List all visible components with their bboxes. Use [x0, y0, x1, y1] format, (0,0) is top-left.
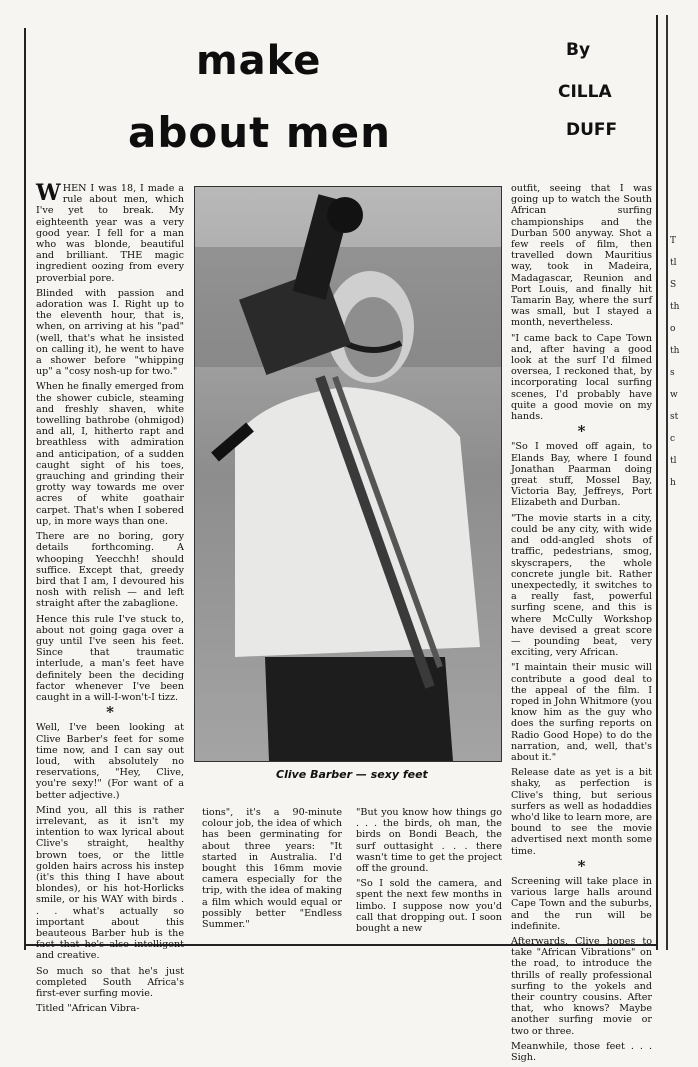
paragraph-text: Mind you, all this is rather irrelevant, as it isn't my intention to wax lyrical about Clive's straight, healthy brown toes, or the little golden hairs across his instep (it's this thing I have about blondes), or his hot-Horlicks smile, or his WAY with birds . . . what's actually so important about this beauteous Barber hub is the fact that he's also intelligent and creative. [36, 804, 184, 962]
column-rule-right-outer [666, 15, 668, 950]
paragraph [511, 333, 652, 423]
paragraph-text: "So I sold the camera, and spent the next few months in limbo. I suppose now you'd call that dropping out. I soon bought a new [356, 878, 502, 935]
headline-line-2: about men [128, 108, 392, 157]
paragraph-text: Blinded with passion and adoration was I. Right up to the eleventh hour, that is, when, on arriving at his "pad" (well, that's what he insisted on calling it), he went to have a shower before "whipping up" a "cosy nosh-up for two." [36, 287, 184, 378]
byline-first-name: CILLA [558, 82, 612, 102]
paragraph-text: outfit, seeing that I was going up to watch the South African surfing championships and the Durban 500 anyway. Shot a few reels of film, then travelled down Mauritius way, took in Madeira, Madagascar, Reunion and Port Louis, and finally hit Tamarin Bay, where the surf was small, but I stayed a month, nevertheless. [511, 183, 652, 329]
paragraph [356, 878, 502, 934]
paragraph [36, 722, 184, 800]
article-column-1 [36, 180, 184, 1018]
byline-by: By [566, 40, 591, 60]
column-rule-right [656, 15, 658, 950]
paragraph-text: So much so that he's just completed South Africa's first-ever surfing movie. [36, 965, 184, 1000]
drop-cap: W [36, 180, 61, 206]
paragraph [202, 807, 342, 930]
section-star: * [106, 703, 114, 722]
paragraph [36, 180, 184, 284]
paragraph [36, 531, 184, 609]
paragraph-text: When he finally emerged from the shower cubicle, steaming and freshly shaven, white towelling bathrobe (ohmigod) and all, I, hitherto rapt and breathless with admiration and anticipation, of a sudden caught sight of his toes, grauching and grinding their grotty way towards me over acres of white goathair carpet. That's when I sobered up, in more ways than one. [36, 381, 184, 527]
paragraph-text: There are no boring, gory details forthcoming. A whooping Yeecchh! should suffice. Except that, greedy bird that I am, I devoured his nosh with relish — and left straight after the zabaglione. [36, 531, 184, 610]
edge-fragment: tl [670, 456, 677, 466]
article-column-3 [511, 183, 652, 1067]
paragraph [356, 807, 502, 874]
paragraph-text: "But you know how things go . . . the birds, oh man, the birds on Bondi Beach, the surf outtasight . . . there wasn't time to get the project off the ground. [356, 807, 502, 875]
edge-fragment: s [670, 368, 675, 378]
paragraph [511, 1041, 652, 1063]
paragraph [511, 441, 652, 508]
paragraph-text: Hence this rule I've stuck to, about not going gaga over a guy until I've seen his feet. Since that traumatic interlude, a man's feet have definitely been the deciding factor whenever I've been caught in a will-I-won't-I tizz. [36, 613, 184, 703]
byline-last-name: DUFF [566, 120, 618, 140]
paragraph [36, 1003, 184, 1014]
paragraph-text: HEN I was 18, I made a rule about men, which I've yet to break. My eighteenth year was a very good year. I fell for a man who was blonde, beautiful and brilliant. THE magic ingredient oozing from every proverbial pore. [36, 183, 184, 284]
paragraph-text: Well, I've been looking at Clive Barber's feet for some time now, and I can say out loud, with absolutely no reservations, "Hey, Clive, you're sexy!" (For want of a better adjective.) [36, 722, 184, 801]
paragraph [36, 381, 184, 527]
edge-fragment: st [670, 412, 679, 422]
paragraph-text: Afterwards, Clive hopes to take "African Vibrations" on the road, to introduce the thrills of really professional surfing to the yokels and their country cousins. After that, who knows? Maybe another surfing movie or two or three. [511, 936, 652, 1037]
edge-fragment: T [670, 236, 677, 246]
edge-fragment: th [670, 302, 680, 312]
paragraph [511, 183, 652, 329]
edge-fragment: S [670, 280, 677, 290]
paragraph-text: "I came back to Cape Town and, after having a good look at the surf I'd filmed oversea, I reckoned that, by incorporating local surfing scenes, I'd probably have quite a good movie on my hands. [511, 332, 652, 423]
edge-fragment: th [670, 346, 680, 356]
paragraph-text: Meanwhile, those feet . . . Sigh. [511, 1040, 652, 1064]
paragraph [511, 936, 652, 1037]
paragraph [36, 805, 184, 962]
edge-fragment: tl [670, 258, 677, 268]
photo-illustration [195, 187, 501, 761]
paragraph [36, 966, 184, 1000]
article-column-2-bottom-right [356, 807, 502, 938]
paragraph [511, 513, 652, 659]
section-star: * [577, 422, 586, 441]
paragraph-text: Release date as yet is a bit shaky, as perfection is Clive's thing, but serious surfers as well as hodaddies who'd like to learn more, are bound to see the movie advertised next month some time. [511, 767, 652, 857]
paragraph [511, 767, 652, 857]
paragraph [511, 662, 652, 763]
article-column-2-bottom-left [202, 807, 342, 934]
paragraph [36, 288, 184, 378]
paragraph-text: "So I moved off again, to Elands Bay, where I found Jonathan Paarman doing great stuff, Mossel Bay, Victoria Bay, Jeffreys, Port Elizabeth and Durban. [511, 441, 652, 509]
paragraph-text: "I maintain their music will contribute a good deal to the appeal of the film. I roped in John Whitmore (you know him as the guy who does the surfing reports on Radio Good Hope) to do the narration, and, well, that's about it." [511, 662, 652, 763]
paragraph [36, 614, 184, 704]
column-rule-left [24, 28, 26, 950]
paragraph-text: Titled "African Vibra- [36, 1003, 140, 1015]
edge-fragment: h [670, 478, 676, 488]
edge-fragment: w [670, 390, 678, 400]
paragraph-text: Screening will take place in various large halls around Cape Town and the suburbs, and the run will be indefinite. [511, 875, 652, 932]
paragraph-text: "The movie starts in a city, could be any city, with wide and odd-angled shots of traffic, pedestrians, smog, skyscrapers, the whole concrete jungle bit. Rather unexpectedly, it switches to a really fast, powerful surfing scene, and this is where McCully Workshop have devised a great score — pounding beat, very exciting, very African. [511, 512, 652, 659]
section-star: * [577, 856, 586, 875]
adjacent-article-fragment [670, 230, 696, 930]
headline-line-1: make [196, 38, 322, 84]
paragraph [511, 876, 652, 932]
paragraph-text: tions", it's a 90-minute colour job, the idea of which has been germinating for about three years: "It started in Australia. I'd bought this 16mm movie camera especially for the trip, with the idea of making a film which would equal or possibly better "Endless Summer." [202, 807, 342, 931]
edge-fragment: o [670, 324, 676, 334]
photo-caption: Clive Barber — sexy feet [276, 768, 428, 781]
photo-clive-barber [194, 186, 502, 762]
edge-fragment: c [670, 434, 676, 444]
